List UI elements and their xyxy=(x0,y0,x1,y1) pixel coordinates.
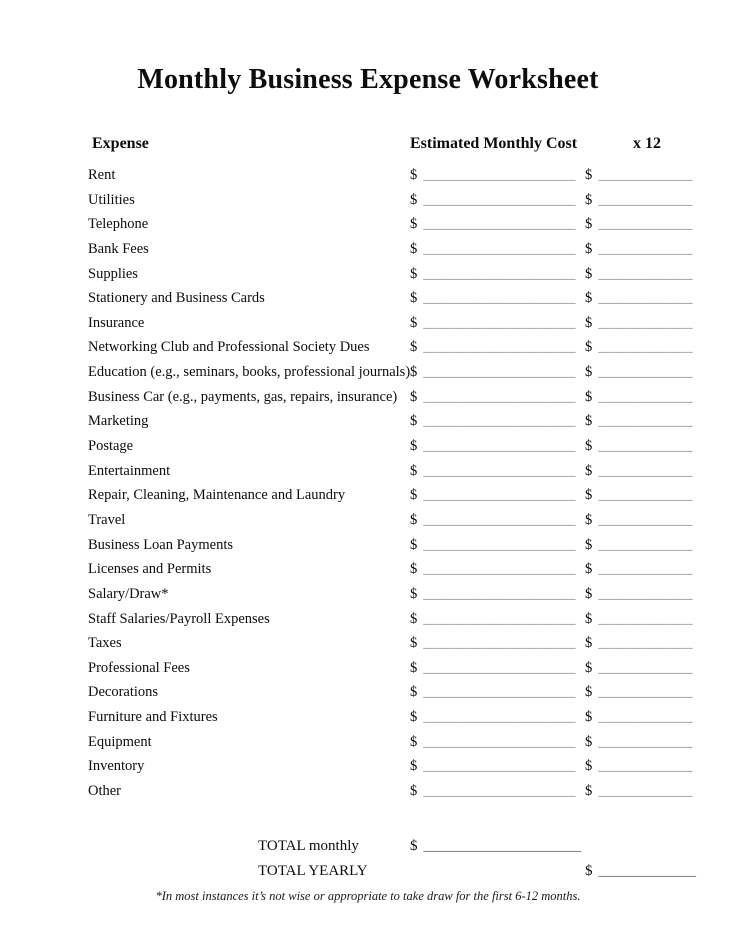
monthly-blank-line: _____________________ xyxy=(423,487,576,504)
expense-row xyxy=(0,360,736,385)
monthly-cost-blank xyxy=(410,607,585,632)
expense-label: Entertainment xyxy=(88,462,171,479)
total-yearly-blank-line: _____________ xyxy=(598,862,696,879)
expense-label: Taxes xyxy=(88,635,122,652)
expense-label: Rent xyxy=(88,167,116,183)
expense-label: Education (e.g., seminars, books, professional journals) xyxy=(88,364,411,381)
monthly-cost-blank xyxy=(410,360,585,385)
expense-label: Repair, Cleaning, Maintenance and Laundry xyxy=(88,487,346,504)
expense-label: Bank Fees xyxy=(88,240,149,257)
expense-row xyxy=(0,459,736,484)
monthly-blank-line: _____________________ xyxy=(423,314,576,331)
expense-label: Furniture and Fixtures xyxy=(88,709,218,726)
dollar-sign: $ xyxy=(585,191,593,208)
dollar-sign: $ xyxy=(410,709,418,726)
dollar-sign: $ xyxy=(585,314,593,331)
monthly-cost-blank xyxy=(410,311,585,336)
dollar-sign: $ xyxy=(585,709,593,726)
yearly-blank-line: _____________ xyxy=(598,733,693,750)
expense-label: Licenses and Permits xyxy=(88,561,212,578)
dollar-sign: $ xyxy=(410,487,418,504)
yearly-blank-line: _____________ xyxy=(598,783,693,800)
dollar-sign: $ xyxy=(410,314,418,331)
dollar-sign: $ xyxy=(410,610,418,627)
yearly-cost-blank xyxy=(585,483,693,508)
dollar-sign: $ xyxy=(585,783,593,800)
yearly-blank-line: _____________ xyxy=(598,240,693,257)
monthly-blank-line: _____________________ xyxy=(423,462,576,479)
monthly-cost-blank xyxy=(410,557,585,582)
expense-label: Business Loan Payments xyxy=(88,536,233,553)
dollar-sign: $ xyxy=(585,536,593,553)
monthly-cost-blank xyxy=(410,483,585,508)
dollar-sign: $ xyxy=(585,388,593,405)
monthly-cost-blank xyxy=(410,188,585,213)
expense-row xyxy=(0,754,736,779)
monthly-blank-line: _____________________ xyxy=(423,339,576,356)
yearly-blank-line: _____________ xyxy=(598,709,693,726)
yearly-cost-blank xyxy=(585,533,693,558)
yearly-blank-line: _____________ xyxy=(598,388,693,405)
dollar-sign: $ xyxy=(410,413,418,430)
monthly-cost-blank xyxy=(410,656,585,681)
yearly-cost-blank xyxy=(585,188,693,213)
yearly-blank-line: _____________ xyxy=(598,511,693,528)
expense-row xyxy=(0,607,736,632)
yearly-cost-blank xyxy=(585,607,693,632)
yearly-cost-blank xyxy=(585,631,693,656)
dollar-sign: $ xyxy=(585,758,593,775)
yearly-cost-blank xyxy=(585,779,693,804)
expense-label: Supplies xyxy=(88,265,138,282)
monthly-blank-line: _____________________ xyxy=(423,659,576,676)
yearly-cost-blank xyxy=(585,582,693,607)
expense-label: Equipment xyxy=(88,733,152,750)
expense-row xyxy=(0,311,736,336)
monthly-cost-blank xyxy=(410,459,585,484)
yearly-cost-blank xyxy=(585,385,693,410)
monthly-cost-blank xyxy=(410,434,585,459)
dollar-sign: $ xyxy=(585,487,593,504)
yearly-blank-line: _____________ xyxy=(598,758,693,775)
dollar-sign: $ xyxy=(585,561,593,578)
yearly-blank-line: _____________ xyxy=(598,585,693,602)
yearly-blank-line: _____________ xyxy=(598,191,693,208)
yearly-cost-blank xyxy=(585,335,693,360)
yearly-cost-blank xyxy=(585,237,693,262)
expense-row xyxy=(0,262,736,287)
monthly-cost-blank xyxy=(410,262,585,287)
yearly-blank-line: _____________ xyxy=(598,536,693,553)
expense-label: Business Car (e.g., payments, gas, repairs, insurance) xyxy=(88,388,398,405)
yearly-blank-line: _____________ xyxy=(598,314,693,331)
yearly-blank-line: _____________ xyxy=(598,265,693,282)
expense-label: Marketing xyxy=(88,413,149,430)
monthly-blank-line: _____________________ xyxy=(423,438,576,455)
yearly-cost-blank xyxy=(585,409,693,434)
totals-section xyxy=(0,834,736,883)
expense-row xyxy=(0,631,736,656)
dollar-sign: $ xyxy=(585,610,593,627)
expense-label: Travel xyxy=(88,511,126,528)
yearly-blank-line: _____________ xyxy=(598,684,693,701)
total-yearly-blank xyxy=(585,859,696,884)
yearly-cost-blank xyxy=(585,705,693,730)
monthly-cost-blank xyxy=(410,680,585,705)
monthly-cost-blank xyxy=(410,237,585,262)
monthly-blank-line: _____________________ xyxy=(423,561,576,578)
total-yearly-row xyxy=(0,859,736,884)
yearly-cost-blank xyxy=(585,212,693,237)
total-yearly-label: TOTAL YEARLY xyxy=(258,862,368,879)
yearly-cost-blank xyxy=(585,286,693,311)
expense-label: Other xyxy=(88,783,122,800)
dollar-sign: $ xyxy=(410,536,418,553)
header-estimated-monthly-cost: Estimated Monthly Cost xyxy=(410,135,578,152)
yearly-blank-line: _____________ xyxy=(598,561,693,578)
yearly-blank-line: _____________ xyxy=(598,216,693,233)
total-monthly-label: TOTAL monthly xyxy=(258,838,359,854)
monthly-cost-blank xyxy=(410,533,585,558)
monthly-blank-line: _____________________ xyxy=(423,733,576,750)
dollar-sign: $ xyxy=(585,511,593,528)
expense-label: Professional Fees xyxy=(88,659,190,676)
yearly-cost-blank xyxy=(585,730,693,755)
expense-row xyxy=(0,237,736,262)
dollar-sign: $ xyxy=(410,758,418,775)
total-monthly-blank xyxy=(410,834,581,859)
dollar-sign: $ xyxy=(410,290,418,307)
column-headers xyxy=(0,134,736,156)
expense-row xyxy=(0,705,736,730)
expense-row xyxy=(0,163,736,188)
dollar-sign: $ xyxy=(585,290,593,307)
yearly-cost-blank xyxy=(585,360,693,385)
dollar-sign: $ xyxy=(410,240,418,257)
expense-label: Postage xyxy=(88,438,134,455)
dollar-sign: $ xyxy=(585,413,593,430)
yearly-cost-blank xyxy=(585,459,693,484)
monthly-cost-blank xyxy=(410,754,585,779)
monthly-cost-blank xyxy=(410,409,585,434)
expense-row xyxy=(0,335,736,360)
yearly-cost-blank xyxy=(585,680,693,705)
dollar-sign: $ xyxy=(410,733,418,750)
yearly-blank-line: _____________ xyxy=(598,339,693,356)
monthly-blank-line: _____________________ xyxy=(423,511,576,528)
expense-row xyxy=(0,483,736,508)
monthly-blank-line: _____________________ xyxy=(423,709,576,726)
expense-row xyxy=(0,409,736,434)
monthly-blank-line: _____________________ xyxy=(423,610,576,627)
dollar-sign: $ xyxy=(585,684,593,701)
yearly-blank-line: _____________ xyxy=(598,462,693,479)
expense-row xyxy=(0,779,736,804)
page-title: Monthly Business Expense Worksheet xyxy=(137,64,599,95)
yearly-blank-line: _____________ xyxy=(598,659,693,676)
yearly-blank-line: _____________ xyxy=(598,167,693,183)
expense-label: Stationery and Business Cards xyxy=(88,290,265,307)
expense-row xyxy=(0,212,736,237)
expense-label: Telephone xyxy=(88,216,149,233)
expense-row xyxy=(0,582,736,607)
monthly-blank-line: _____________________ xyxy=(423,167,576,183)
monthly-blank-line: _____________________ xyxy=(423,290,576,307)
header-x12: x 12 xyxy=(633,135,661,152)
monthly-cost-blank xyxy=(410,631,585,656)
monthly-cost-blank xyxy=(410,385,585,410)
expense-label: Inventory xyxy=(88,758,145,775)
dollar-sign: $ xyxy=(410,167,418,183)
dollar-sign: $ xyxy=(410,783,418,800)
expense-label: Insurance xyxy=(88,314,145,331)
dollar-sign: $ xyxy=(410,511,418,528)
dollar-sign: $ xyxy=(410,838,418,854)
yearly-blank-line: _____________ xyxy=(598,635,693,652)
monthly-cost-blank xyxy=(410,163,585,188)
expense-label: Networking Club and Professional Society Dues xyxy=(88,339,370,356)
expense-row xyxy=(0,680,736,705)
monthly-blank-line: _____________________ xyxy=(423,216,576,233)
monthly-blank-line: _____________________ xyxy=(423,240,576,257)
monthly-blank-line: _____________________ xyxy=(423,684,576,701)
monthly-blank-line: _____________________ xyxy=(423,536,576,553)
dollar-sign: $ xyxy=(410,462,418,479)
monthly-blank-line: _____________________ xyxy=(423,413,576,430)
expense-row xyxy=(0,656,736,681)
dollar-sign: $ xyxy=(585,659,593,676)
monthly-cost-blank xyxy=(410,335,585,360)
expense-row xyxy=(0,508,736,533)
monthly-cost-blank xyxy=(410,705,585,730)
dollar-sign: $ xyxy=(410,659,418,676)
yearly-blank-line: _____________ xyxy=(598,413,693,430)
dollar-sign: $ xyxy=(410,388,418,405)
monthly-blank-line: _____________________ xyxy=(423,585,576,602)
dollar-sign: $ xyxy=(410,561,418,578)
dollar-sign: $ xyxy=(410,635,418,652)
monthly-blank-line: _____________________ xyxy=(423,758,576,775)
footnote: *In most instances it’s not wise or appropriate to take draw for the first 6-12 months. xyxy=(155,889,581,903)
dollar-sign: $ xyxy=(585,585,593,602)
expense-label: Utilities xyxy=(88,191,135,208)
expense-row xyxy=(0,385,736,410)
dollar-sign: $ xyxy=(410,438,418,455)
dollar-sign: $ xyxy=(585,462,593,479)
monthly-cost-blank xyxy=(410,508,585,533)
yearly-cost-blank xyxy=(585,656,693,681)
yearly-cost-blank xyxy=(585,508,693,533)
expense-row xyxy=(0,286,736,311)
yearly-blank-line: _____________ xyxy=(598,610,693,627)
dollar-sign: $ xyxy=(410,364,418,381)
yearly-cost-blank xyxy=(585,557,693,582)
dollar-sign: $ xyxy=(585,240,593,257)
expense-label: Staff Salaries/Payroll Expenses xyxy=(88,610,270,627)
yearly-blank-line: _____________ xyxy=(598,290,693,307)
yearly-cost-blank xyxy=(585,754,693,779)
dollar-sign: $ xyxy=(410,684,418,701)
expense-label: Salary/Draw* xyxy=(88,585,169,602)
expense-row xyxy=(0,557,736,582)
expense-label: Decorations xyxy=(88,684,159,701)
yearly-cost-blank xyxy=(585,311,693,336)
total-monthly-blank-line: _____________________ xyxy=(423,838,581,854)
dollar-sign: $ xyxy=(585,265,593,282)
dollar-sign: $ xyxy=(410,339,418,356)
dollar-sign: $ xyxy=(585,438,593,455)
dollar-sign: $ xyxy=(585,339,593,356)
expense-row xyxy=(0,730,736,755)
monthly-cost-blank xyxy=(410,582,585,607)
dollar-sign: $ xyxy=(410,216,418,233)
monthly-cost-blank xyxy=(410,212,585,237)
monthly-cost-blank xyxy=(410,286,585,311)
dollar-sign: $ xyxy=(585,216,593,233)
dollar-sign: $ xyxy=(410,585,418,602)
dollar-sign: $ xyxy=(585,635,593,652)
yearly-blank-line: _____________ xyxy=(598,438,693,455)
dollar-sign: $ xyxy=(410,265,418,282)
yearly-blank-line: _____________ xyxy=(598,364,693,381)
dollar-sign: $ xyxy=(585,733,593,750)
dollar-sign: $ xyxy=(585,862,593,879)
monthly-blank-line: _____________________ xyxy=(423,364,576,381)
monthly-blank-line: _____________________ xyxy=(423,388,576,405)
expense-row xyxy=(0,533,736,558)
expense-row xyxy=(0,434,736,459)
yearly-cost-blank xyxy=(585,262,693,287)
monthly-blank-line: _____________________ xyxy=(423,783,576,800)
total-monthly-row xyxy=(0,834,736,859)
yearly-blank-line: _____________ xyxy=(598,487,693,504)
monthly-cost-blank xyxy=(410,730,585,755)
monthly-blank-line: _____________________ xyxy=(423,635,576,652)
dollar-sign: $ xyxy=(585,167,593,183)
dollar-sign: $ xyxy=(585,364,593,381)
monthly-blank-line: _____________________ xyxy=(423,265,576,282)
header-expense: Expense xyxy=(92,135,149,152)
monthly-blank-line: _____________________ xyxy=(423,191,576,208)
yearly-cost-blank xyxy=(585,434,693,459)
expense-rows xyxy=(0,163,736,804)
yearly-cost-blank xyxy=(585,163,693,188)
expense-row xyxy=(0,188,736,213)
monthly-cost-blank xyxy=(410,779,585,804)
dollar-sign: $ xyxy=(410,191,418,208)
